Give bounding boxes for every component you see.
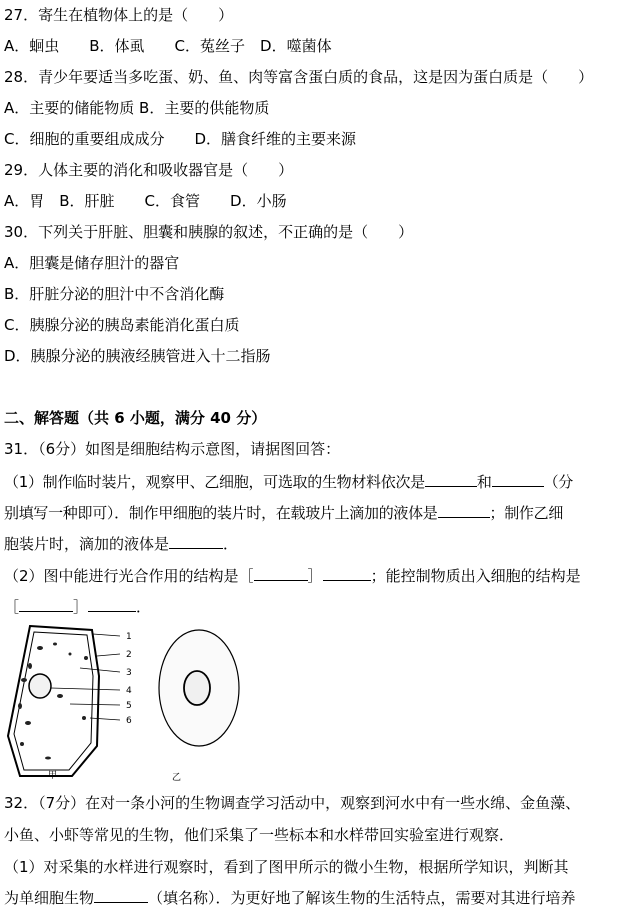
figure-label-3: 3 xyxy=(126,668,132,678)
q31-part1-line2-text-b: ；制作乙细 xyxy=(489,504,564,522)
q31-part1-line1-text-b: 和 xyxy=(476,473,492,491)
q31-part1-line1-text-a: （1）制作临时装片，观察甲、乙细胞，可选取的生物材料依次是 xyxy=(4,473,425,491)
animal-cell-diagram xyxy=(159,630,239,746)
q30-option-c: C．胰腺分泌的胰岛素能消化蛋白质 xyxy=(4,316,240,334)
answer-blank-liquid-jia[interactable] xyxy=(438,503,490,518)
answer-blank-photosynthesis-number[interactable] xyxy=(254,566,308,581)
answer-blank-material-jia[interactable] xyxy=(425,472,477,487)
q31-part1-line2 xyxy=(4,503,563,523)
q28-options-cd: C．细胞的重要组成成分 D．膳食纤维的主要来源 xyxy=(4,130,357,148)
q31-part2-line2-text-c: ． xyxy=(136,598,152,616)
q32-line3: （1）对采集的水样进行观察时，看到了图甲所示的微小生物，根据所学知识，判断其 xyxy=(4,858,569,876)
answer-blank-photosynthesis-name[interactable] xyxy=(323,566,371,581)
plant-cell-diagram xyxy=(8,626,132,776)
plant-cell-nucleus xyxy=(29,674,51,698)
q27-stem: 27．寄生在植物体上的是（ ） xyxy=(4,6,234,24)
q31-part1-line1 xyxy=(4,472,573,492)
q30-option-d: D．胰腺分泌的胰液经胰管进入十二指肠 xyxy=(4,347,271,365)
figure-label-4: 4 xyxy=(126,686,132,696)
q31-part1-line2-text-a: 别填写一种即可）．制作甲细胞的装片时，在载玻片上滴加的液体是 xyxy=(4,504,438,522)
cell-structure-figure xyxy=(0,618,260,788)
label-lines xyxy=(51,634,120,720)
q31-part2-line1 xyxy=(4,566,581,586)
plant-cell-wall xyxy=(8,626,99,776)
q30-option-a: A．胆囊是储存胆汁的器官 xyxy=(4,254,180,272)
q28-options-ab: A．主要的储能物质 B．主要的供能物质 xyxy=(4,99,270,117)
plant-cell-membrane xyxy=(14,632,93,770)
q32-line4 xyxy=(4,888,576,908)
figure-caption-jia: 甲 xyxy=(48,771,58,781)
q31-part2-line1-text-c: ；能控制物质出入细胞的结构是 xyxy=(370,567,581,585)
q29-stem: 29．人体主要的消化和吸收器官是（ ） xyxy=(4,161,294,179)
answer-blank-membrane-name[interactable] xyxy=(88,597,136,612)
answer-blank-membrane-number[interactable] xyxy=(19,597,73,612)
q31-part1-line3 xyxy=(4,534,238,554)
figure-label-5: 5 xyxy=(126,701,132,711)
figure-part-labels xyxy=(126,632,132,726)
animal-cell-nucleus xyxy=(184,671,210,705)
q31-part2-line1-text-a: （2）图中能进行光合作用的结构是［ xyxy=(4,567,254,585)
answer-blank-material-yi[interactable] xyxy=(492,472,544,487)
q31-part2-line2-text-a: ［ xyxy=(4,598,20,616)
q32-line4-text-b: （填名称）．为更好地了解该生物的生活特点，需要对其进行培养 xyxy=(148,889,576,907)
q31-part1-line3-text-a: 胞装片时，滴加的液体是 xyxy=(4,535,170,553)
q31-part2-line2 xyxy=(4,597,151,617)
q32-line2: 小鱼、小虾等常见的生物，他们采集了一些标本和水样带回实验室进行观察． xyxy=(4,826,515,844)
q31-part1-line3-text-b: ． xyxy=(223,535,239,553)
q28-stem: 28．青少年要适当多吃蛋、奶、鱼、肉等富含蛋白质的食品，这是因为蛋白质是（ ） xyxy=(4,68,594,86)
answer-blank-organism-name[interactable] xyxy=(94,888,148,903)
section-heading: 二、解答题（共 6 小题，满分 40 分） xyxy=(4,409,267,427)
q32-line4-text-a: 为单细胞生物 xyxy=(4,889,95,907)
answer-blank-liquid-yi[interactable] xyxy=(169,534,223,549)
q31-part1-line1-text-c: （分 xyxy=(543,473,573,491)
q32-line1: 32．（7分）在对一条小河的生物调查学习活动中，观察到河水中有一些水绵、金鱼藻、 xyxy=(4,794,581,812)
q30-option-b: B．肝脏分泌的胆汁中不含消化酶 xyxy=(4,285,225,303)
q31-stem: 31．（6分）如图是细胞结构示意图，请据图回答： xyxy=(4,440,341,458)
figure-caption-yi: 乙 xyxy=(172,773,182,783)
figure-label-6: 6 xyxy=(126,716,132,726)
figure-label-1: 1 xyxy=(126,632,132,642)
q31-part2-line1-text-b: ］ xyxy=(307,567,323,585)
q31-part2-line2-text-b: ］ xyxy=(73,598,89,616)
q27-options: A．蛔虫 B．体虱 C．菟丝子 D．噬菌体 xyxy=(4,37,332,55)
q29-options: A．胃 B．肝脏 C．食管 D．小肠 xyxy=(4,192,287,210)
q30-stem: 30．下列关于肝脏、胆囊和胰腺的叙述，不正确的是（ ） xyxy=(4,223,414,241)
figure-label-2: 2 xyxy=(126,650,132,660)
